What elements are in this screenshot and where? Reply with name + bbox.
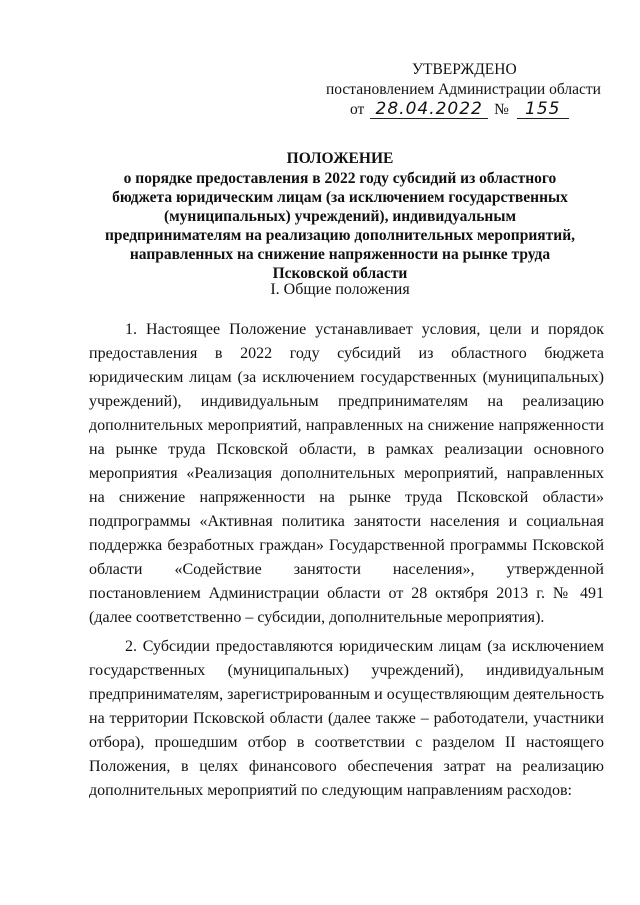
section-heading: I. Общие положения [270, 281, 410, 298]
approval-authority: постановлением Администрации области [326, 81, 601, 98]
approval-date-line [320, 100, 610, 120]
document-body [89, 318, 604, 808]
paragraph: 2. Субсидии предоставляются юридическим лицам (за исключением государственных (муниципальных) учреждений), индивидуальным предпринимателям, зарегистрированным и осуществляющим деятельность на территории Псковской области (далее также – работодатели, участники отбора), прошедшим отбор в соответствии с разделом II настоящего Положения, в целях финансового обеспечения затрат на реализацию дополнительных мероприятий по следующим направлениям расходов: [89, 638, 604, 799]
approval-stamp [320, 60, 610, 120]
approval-number: 155 [517, 101, 569, 119]
document-title [100, 149, 580, 283]
paragraph: 1. Настоящее Положение устанавливает условия, цели и порядок предоставления в 2022 году субсидий из областного бюджета юридическим лицам (за исключением государственных (муниципальных) учреждений), индивидуальным предпринимателям на реализацию дополнительных мероприятий, направленных на снижение напряженности на рынке труда Псковской области, в рамках реализации основного мероприятия «Реализация дополнительных мероприятий, направленных на снижение напряженности на рынке труда Псковской области» подпрограммы «Активная политика занятости населения и социальная поддержка безработных граждан» Государственной программы Псковской области «Содействие занятости населения», утвержденной постановлением Администрации области от 28 октября 2013 г. № 491 (далее соответственно – субсидии, дополнительные мероприятия). [89, 321, 604, 626]
number-label: № [494, 101, 509, 118]
from-label: от [350, 101, 365, 118]
approval-date: 28.04.2022 [370, 101, 488, 119]
title-subtitle: о порядке предоставления в 2022 году субсидий из областного бюджета юридическим лицам (за исключением государственных (муниципальных) учреждений), индивидуальным предпринимателям на реализацию дополнительных мероприятий, направленных на снижение напряженности на рынке труда Псковской области [104, 170, 576, 282]
approval-title: УТВЕРЖДЕНО [412, 61, 517, 78]
title-heading: ПОЛОЖЕНИЕ [286, 150, 394, 167]
